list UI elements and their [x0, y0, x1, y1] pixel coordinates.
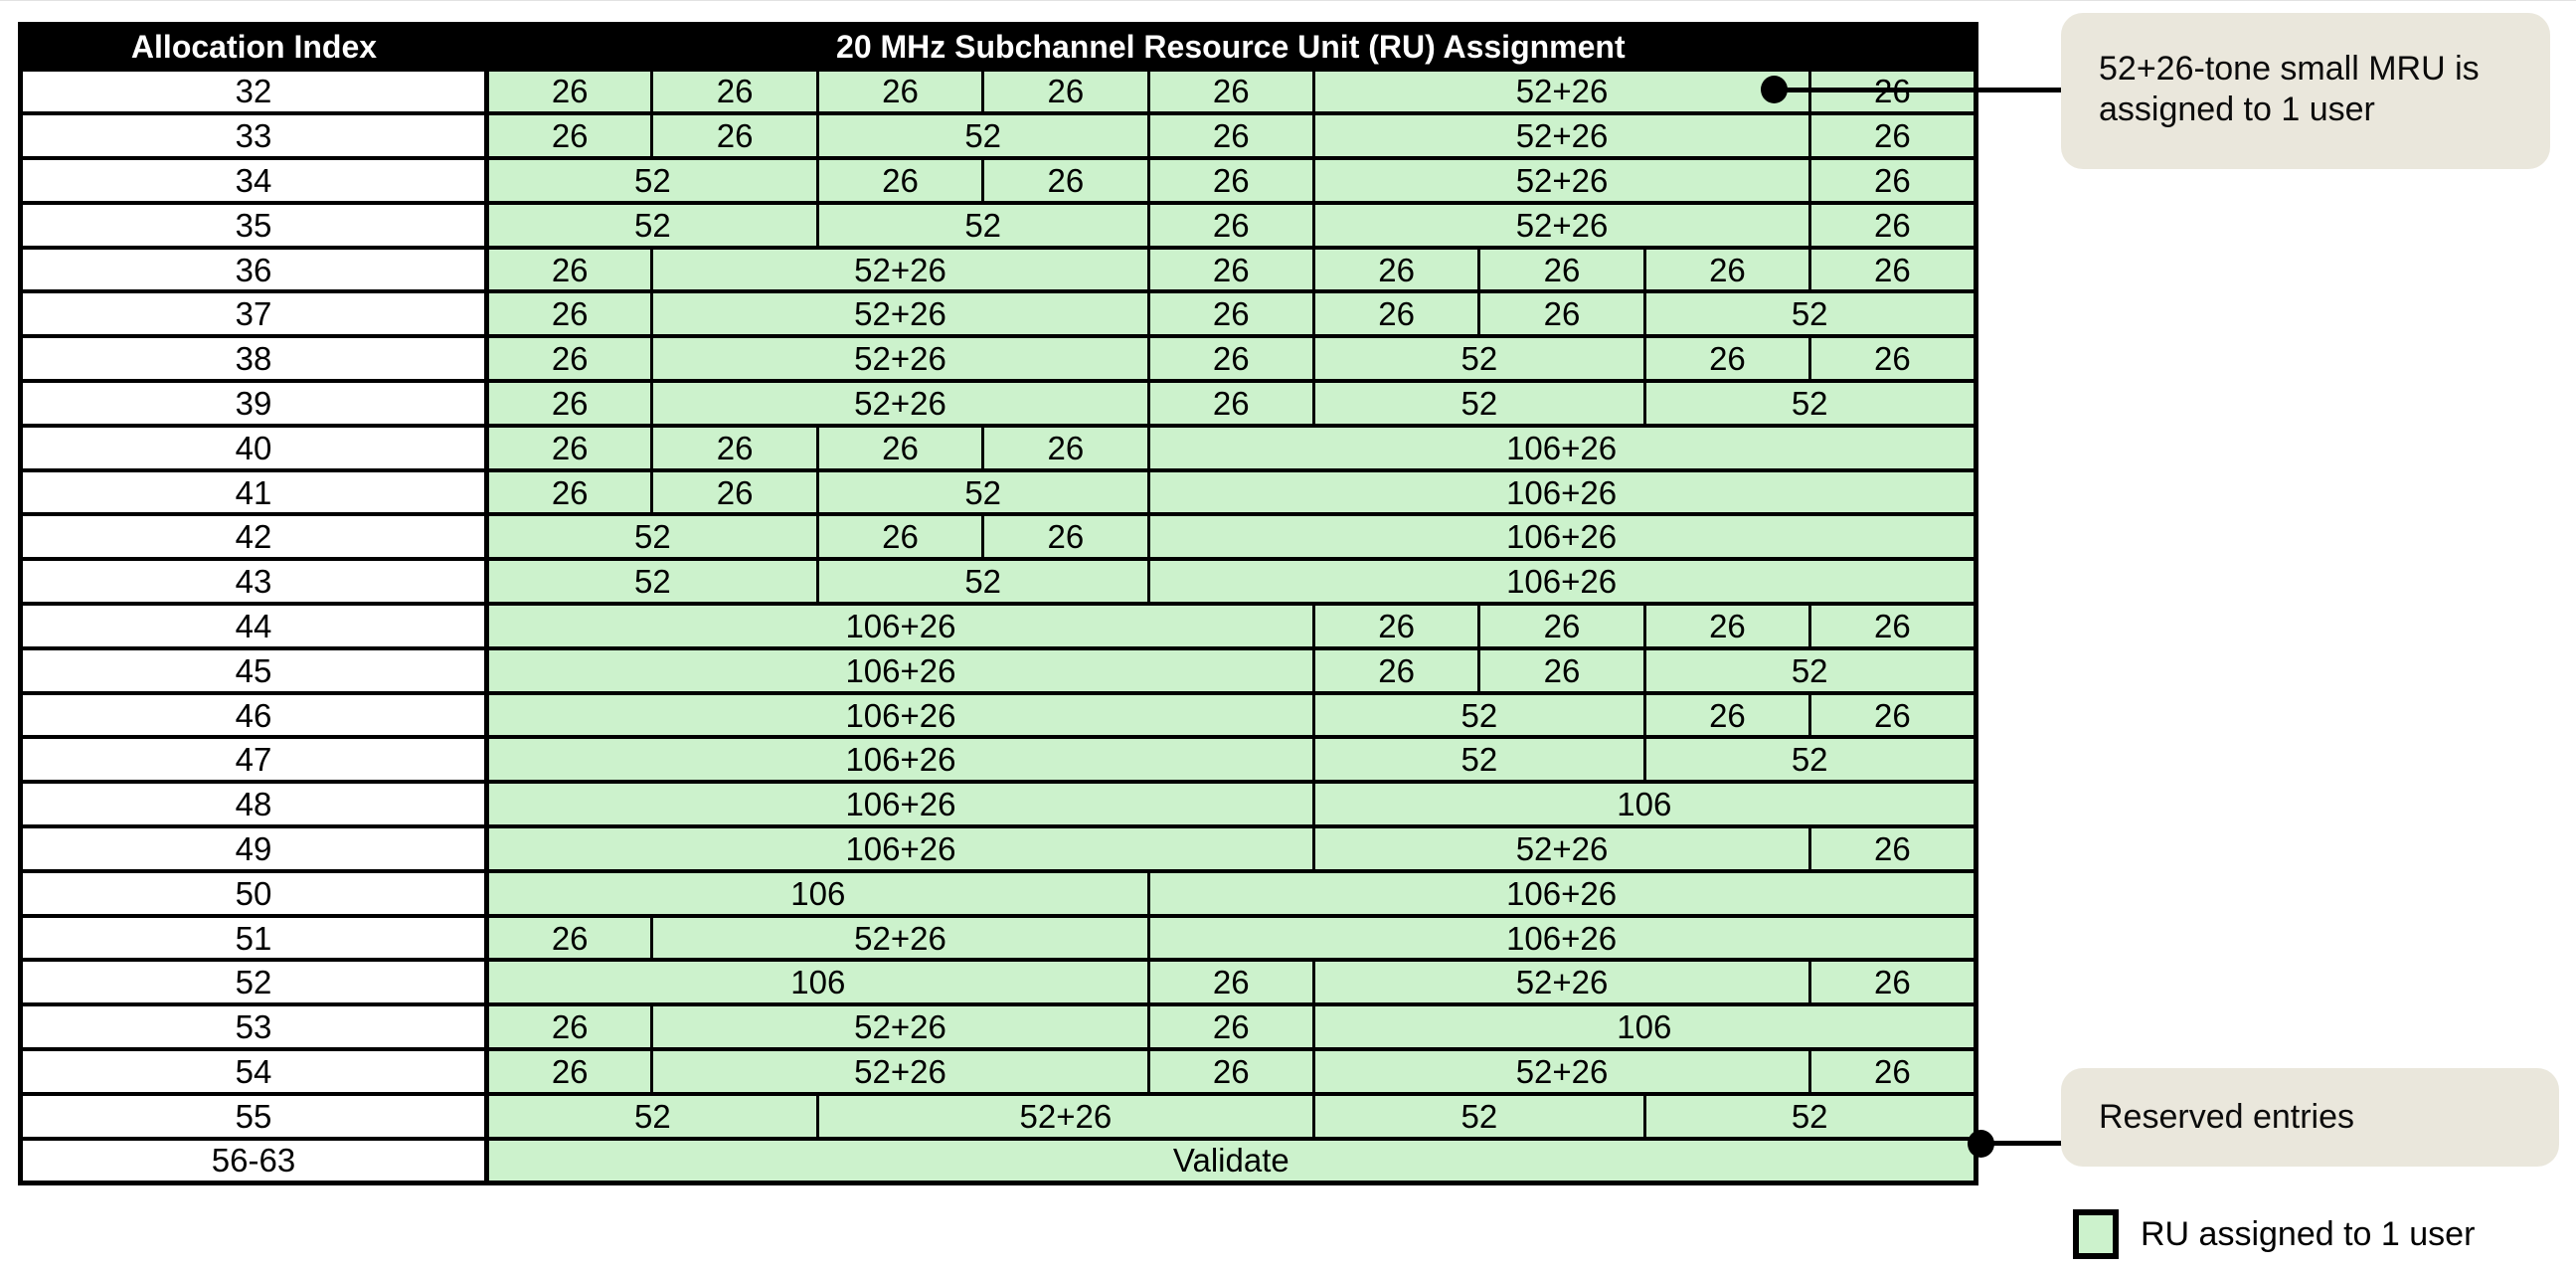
allocation-index-cell: 47: [21, 737, 487, 782]
ru-cell: 52+26: [652, 916, 1148, 961]
ru-cell: 26: [1148, 70, 1313, 114]
allocation-index-cell: 37: [21, 291, 487, 336]
allocation-index-cell: 49: [21, 826, 487, 871]
allocation-index-cell: 40: [21, 426, 487, 470]
ru-cell: 52: [1644, 381, 1975, 426]
ru-cell: 52+26: [652, 291, 1148, 336]
ru-cell: 26: [983, 514, 1148, 559]
allocation-index-cell: 51: [21, 916, 487, 961]
ru-cell: 106+26: [487, 648, 1314, 693]
ru-cell: 52: [487, 158, 818, 203]
ru-cell: 26: [1810, 604, 1976, 648]
ru-cell: 26: [1810, 336, 1976, 381]
table-row: [21, 291, 1976, 336]
ru-cell: 52+26: [1313, 960, 1809, 1004]
table-row: [21, 1139, 1976, 1183]
ru-cell: 26: [1479, 648, 1644, 693]
table-row: [21, 737, 1976, 782]
table-row: [21, 559, 1976, 604]
ru-cell: 26: [1644, 604, 1809, 648]
ru-cell: 26: [652, 70, 817, 114]
table-row: [21, 158, 1976, 203]
allocation-index-cell: 34: [21, 158, 487, 203]
ru-cell: Validate: [487, 1139, 1976, 1183]
ru-cell: 26: [1644, 248, 1809, 292]
allocation-index-cell: 32: [21, 70, 487, 114]
callout-mru-note-text: 52+26-tone small MRU is assigned to 1 user: [2099, 50, 2480, 129]
ru-cell: 106: [487, 871, 1149, 916]
table-header-row: [21, 25, 1976, 70]
ru-cell: 26: [817, 514, 982, 559]
ru-cell: 26: [1148, 336, 1313, 381]
allocation-index-cell: 43: [21, 559, 487, 604]
legend-label: RU assigned to 1 user: [2141, 1215, 2476, 1253]
table-row: [21, 1004, 1976, 1049]
callout-connector-reserved: [1980, 1141, 2068, 1146]
table-row: [21, 70, 1976, 114]
table-row: [21, 1049, 1976, 1094]
ru-cell: 26: [487, 916, 652, 961]
ru-cell: 26: [1810, 203, 1976, 248]
ru-cell: 52+26: [652, 336, 1148, 381]
ru-cell: 52+26: [1313, 113, 1809, 158]
callout-mru-note: [2061, 13, 2550, 169]
ru-cell: 26: [1810, 1049, 1976, 1094]
ru-cell: 52: [817, 470, 1148, 515]
ru-cell: 26: [1148, 1049, 1313, 1094]
allocation-index-cell: 38: [21, 336, 487, 381]
ru-cell: 26: [1479, 604, 1644, 648]
ru-cell: 106+26: [1148, 426, 1975, 470]
ru-cell: 26: [487, 426, 652, 470]
ru-cell: 106: [1313, 1004, 1975, 1049]
ru-cell: 26: [1148, 158, 1313, 203]
ru-cell: 52: [1313, 737, 1644, 782]
callout-reserved-note-text: Reserved entries: [2099, 1097, 2355, 1136]
allocation-index-cell: 39: [21, 381, 487, 426]
ru-cell: 52+26: [652, 1004, 1148, 1049]
ru-cell: 26: [1148, 113, 1313, 158]
ru-cell: 26: [487, 248, 652, 292]
table-row: [21, 604, 1976, 648]
top-edge-hairline: [0, 0, 2576, 1]
table-row: [21, 1094, 1976, 1139]
legend-swatch: [2073, 1209, 2119, 1259]
ru-cell: 26: [817, 70, 982, 114]
ru-cell: 52: [1313, 336, 1644, 381]
table-row: [21, 960, 1976, 1004]
ru-cell: 26: [983, 70, 1148, 114]
table-row: [21, 381, 1976, 426]
ru-cell: 26: [652, 426, 817, 470]
ru-cell: 26: [1810, 960, 1976, 1004]
table-row: [21, 826, 1976, 871]
ru-cell: 106+26: [1148, 470, 1975, 515]
ru-cell: 26: [1479, 291, 1644, 336]
ru-cell: 52+26: [1313, 203, 1809, 248]
ru-cell: 26: [1810, 113, 1976, 158]
ru-cell: 106+26: [487, 782, 1314, 826]
ru-cell: 52: [817, 113, 1148, 158]
ru-cell: 52: [1644, 291, 1975, 336]
allocation-index-cell: 41: [21, 470, 487, 515]
ru-cell: 52: [1313, 381, 1644, 426]
ru-cell: 26: [1644, 693, 1809, 738]
ru-cell: 52: [817, 559, 1148, 604]
ru-cell: 26: [487, 70, 652, 114]
ru-cell: 52: [487, 514, 818, 559]
table-row: [21, 248, 1976, 292]
ru-cell: 26: [487, 470, 652, 515]
ru-cell: 106+26: [487, 604, 1314, 648]
ru-cell: 52+26: [652, 381, 1148, 426]
ru-cell: 26: [1148, 248, 1313, 292]
callout-connector-row32: [1775, 88, 2068, 92]
callout-reserved-note: [2061, 1068, 2559, 1167]
ru-cell: 26: [1148, 1004, 1313, 1049]
ru-cell: 106+26: [487, 826, 1314, 871]
ru-cell: 26: [1644, 336, 1809, 381]
ru-cell: 26: [1313, 291, 1478, 336]
allocation-index-cell: 55: [21, 1094, 487, 1139]
table-row: [21, 470, 1976, 515]
ru-cell: 26: [1313, 604, 1478, 648]
ru-cell: 26: [652, 470, 817, 515]
ru-cell: 26: [817, 426, 982, 470]
allocation-index-cell: 48: [21, 782, 487, 826]
ru-cell: 52+26: [652, 248, 1148, 292]
allocation-index-cell: 50: [21, 871, 487, 916]
ru-cell: 26: [1148, 291, 1313, 336]
ru-cell: 52+26: [652, 1049, 1148, 1094]
table-row: [21, 782, 1976, 826]
table-row: [21, 113, 1976, 158]
ru-cell: 52: [1644, 648, 1975, 693]
allocation-index-cell: 35: [21, 203, 487, 248]
ru-cell: 26: [1148, 960, 1313, 1004]
ru-cell: 106+26: [487, 737, 1314, 782]
ru-cell: 52+26: [1313, 1049, 1809, 1094]
ru-cell: 106+26: [1148, 514, 1975, 559]
ru-cell: 52: [817, 203, 1148, 248]
allocation-index-cell: 42: [21, 514, 487, 559]
ru-cell: 26: [817, 158, 982, 203]
ru-cell: 26: [1810, 248, 1976, 292]
ru-cell: 26: [487, 291, 652, 336]
ru-cell: 106+26: [1148, 559, 1975, 604]
table-row: [21, 916, 1976, 961]
ru-cell: 106+26: [1148, 871, 1975, 916]
ru-cell: 26: [1479, 248, 1644, 292]
ru-cell: 52: [487, 1094, 818, 1139]
allocation-index-cell: 45: [21, 648, 487, 693]
ru-cell: 52+26: [1313, 158, 1809, 203]
ru-cell: 52: [1644, 737, 1975, 782]
ru-cell: 26: [487, 336, 652, 381]
ru-cell: 26: [983, 158, 1148, 203]
allocation-index-cell: 53: [21, 1004, 487, 1049]
ru-cell: 26: [487, 381, 652, 426]
ru-cell: 26: [652, 113, 817, 158]
table-row: [21, 203, 1976, 248]
ru-cell: 52: [1313, 693, 1644, 738]
allocation-index-cell: 44: [21, 604, 487, 648]
ru-cell: 52: [1313, 1094, 1644, 1139]
allocation-index-cell: 46: [21, 693, 487, 738]
ru-cell: 26: [1810, 158, 1976, 203]
ru-cell: 26: [1810, 693, 1976, 738]
ru-cell: 52+26: [1313, 826, 1809, 871]
ru-assignment-header: 20 MHz Subchannel Resource Unit (RU) Assignment: [487, 25, 1976, 70]
ru-cell: 26: [487, 113, 652, 158]
ru-cell: 52: [487, 203, 818, 248]
ru-cell: 52+26: [1313, 70, 1809, 114]
table-row: [21, 426, 1976, 470]
ru-cell: 26: [1313, 248, 1478, 292]
ru-cell: 26: [487, 1004, 652, 1049]
ru-cell: 106+26: [1148, 916, 1975, 961]
ru-cell: 26: [1810, 826, 1976, 871]
ru-cell: 52: [1644, 1094, 1975, 1139]
table-row: [21, 648, 1976, 693]
ru-assignment-table: [18, 22, 1978, 1185]
ru-cell: 106: [487, 960, 1149, 1004]
table-row: [21, 336, 1976, 381]
ru-cell: 26: [983, 426, 1148, 470]
table-row: [21, 514, 1976, 559]
table-row: [21, 693, 1976, 738]
table-row: [21, 871, 1976, 916]
ru-cell: 52: [487, 559, 818, 604]
ru-cell: 26: [487, 1049, 652, 1094]
ru-cell: 106+26: [487, 693, 1314, 738]
allocation-index-cell: 52: [21, 960, 487, 1004]
allocation-index-cell: 56-63: [21, 1139, 487, 1183]
ru-cell: 26: [1148, 381, 1313, 426]
ru-cell: 106: [1313, 782, 1975, 826]
ru-cell: 52+26: [817, 1094, 1313, 1139]
allocation-index-cell: 36: [21, 248, 487, 292]
allocation-index-cell: 54: [21, 1049, 487, 1094]
allocation-index-header: Allocation Index: [21, 25, 487, 70]
allocation-index-cell: 33: [21, 113, 487, 158]
legend: [2073, 1209, 2475, 1259]
ru-cell: 26: [1313, 648, 1478, 693]
ru-cell: 26: [1148, 203, 1313, 248]
